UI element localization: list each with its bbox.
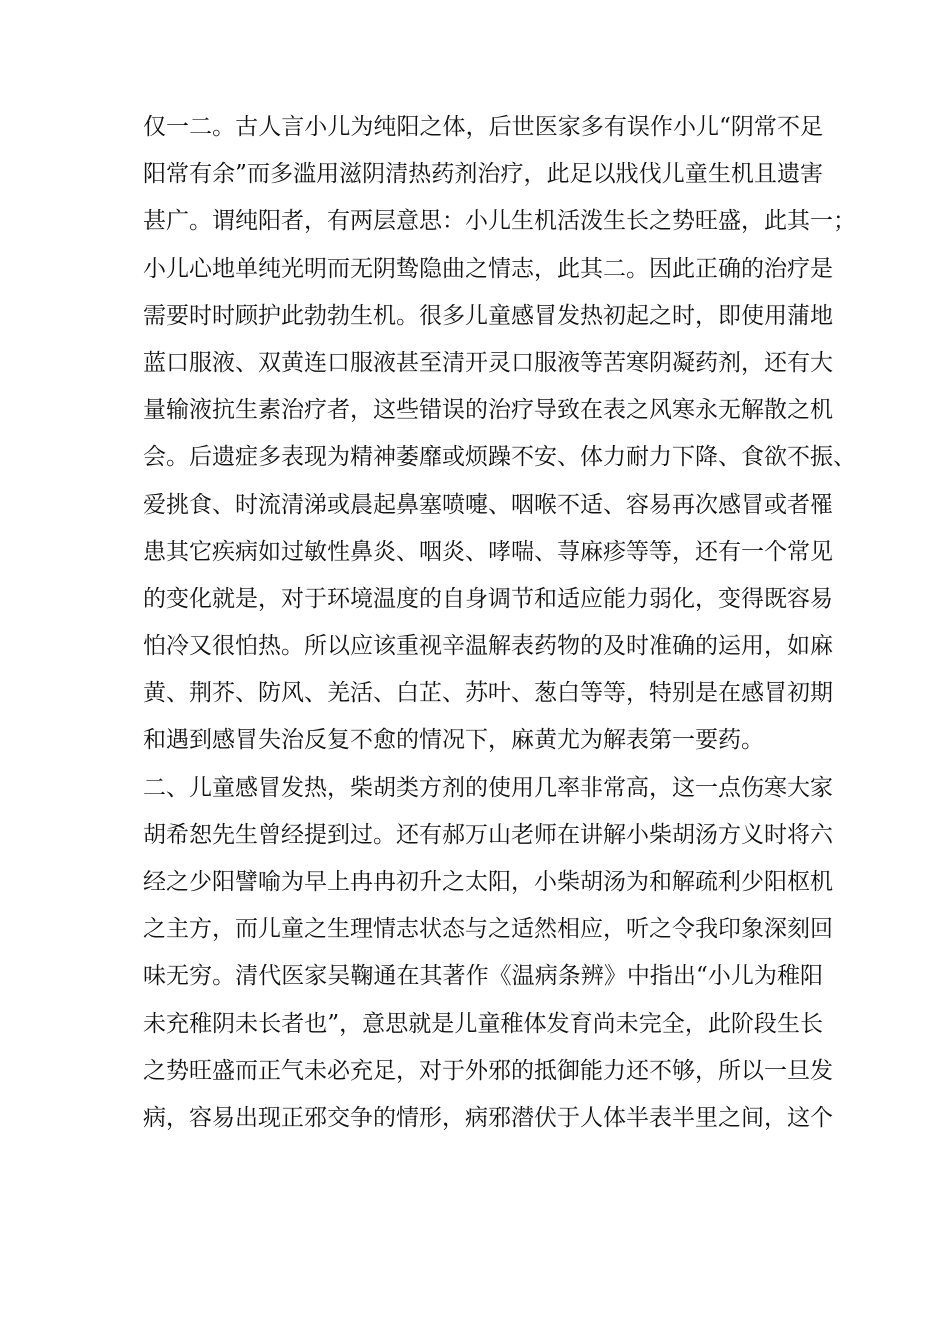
text-line: 和遇到感冒失治反复不愈的情况下，麻黄尤为解表第一要药。 [143, 727, 764, 754]
text-line: 爱挑食、时流清涕或晨起鼻塞喷嚏、咽喉不适、容易再次感冒或者罹 [143, 491, 833, 518]
text-line: 二、儿童感冒发热，柴胡类方剂的使用几率非常高，这一点伤寒大家 [143, 774, 833, 801]
text-line: 甚广。谓纯阳者，有两层意思：小儿生机活泼生长之势旺盛，此其一； [143, 208, 856, 235]
text-line: 黄、荆芥、防风、羌活、白芷、苏叶、葱白等等，特别是在感冒初期 [143, 680, 833, 707]
text-line: 会。后遗症多表现为精神萎靡或烦躁不安、体力耐力下降、食欲不振、 [143, 444, 856, 471]
text-line: 的变化就是，对于环境温度的自身调节和适应能力弱化，变得既容易 [143, 585, 833, 612]
text-line: 未充稚阴未长者也”，意思就是儿童稚体发育尚未完全，此阶段生长 [143, 1010, 823, 1037]
paragraph-2 [143, 765, 833, 1143]
text-line: 经之少阳譬喻为早上冉冉初升之太阳，小柴胡汤为和解疏利少阳枢机 [143, 869, 833, 895]
text-line: 味无穷。清代医家吴鞠通在其著作《温病条辨》中指出“小儿为稚阳 [143, 963, 823, 990]
text-line: 仅一二。古人言小儿为纯阳之体，后世医家多有误作小儿“阴常不足 [143, 114, 823, 140]
text-line: 怕冷又很怕热。所以应该重视辛温解表药物的及时准确的运用，如麻 [143, 633, 833, 660]
body-text [143, 104, 856, 1142]
text-line: 需要时时顾护此勃勃生机。很多儿童感冒发热初起之时，即使用蒲地 [143, 302, 833, 329]
paragraph-1 [143, 104, 856, 765]
text-line: 量输液抗生素治疗者，这些错误的治疗导致在表之风寒永无解散之机 [143, 397, 833, 424]
text-line: 之势旺盛而正气未必充足，对于外邪的抵御能力还不够，所以一旦发 [143, 1057, 833, 1084]
text-line: 病，容易出现正邪交争的情形，病邪潜伏于人体半表半里之间，这个 [143, 1104, 833, 1131]
text-line: 阳常有余”而多滥用滋阴清热药剂治疗，此足以戕伐儿童生机且遗害 [143, 161, 823, 188]
text-line: 患其它疾病如过敏性鼻炎、咽炎、哮喘、荨麻疹等等，还有一个常见 [143, 538, 833, 565]
text-line: 小儿心地单纯光明而无阴鸷隐曲之情志，此其二。因此正确的治疗是 [143, 255, 833, 282]
text-line: 胡希恕先生曾经提到过。还有郝万山老师在讲解小柴胡汤方义时将六 [143, 821, 833, 848]
text-line: 之主方，而儿童之生理情志状态与之适然相应，听之令我印象深刻回 [143, 916, 833, 943]
text-line: 蓝口服液、双黄连口服液甚至清开灵口服液等苦寒阴凝药剂，还有大 [143, 349, 833, 376]
